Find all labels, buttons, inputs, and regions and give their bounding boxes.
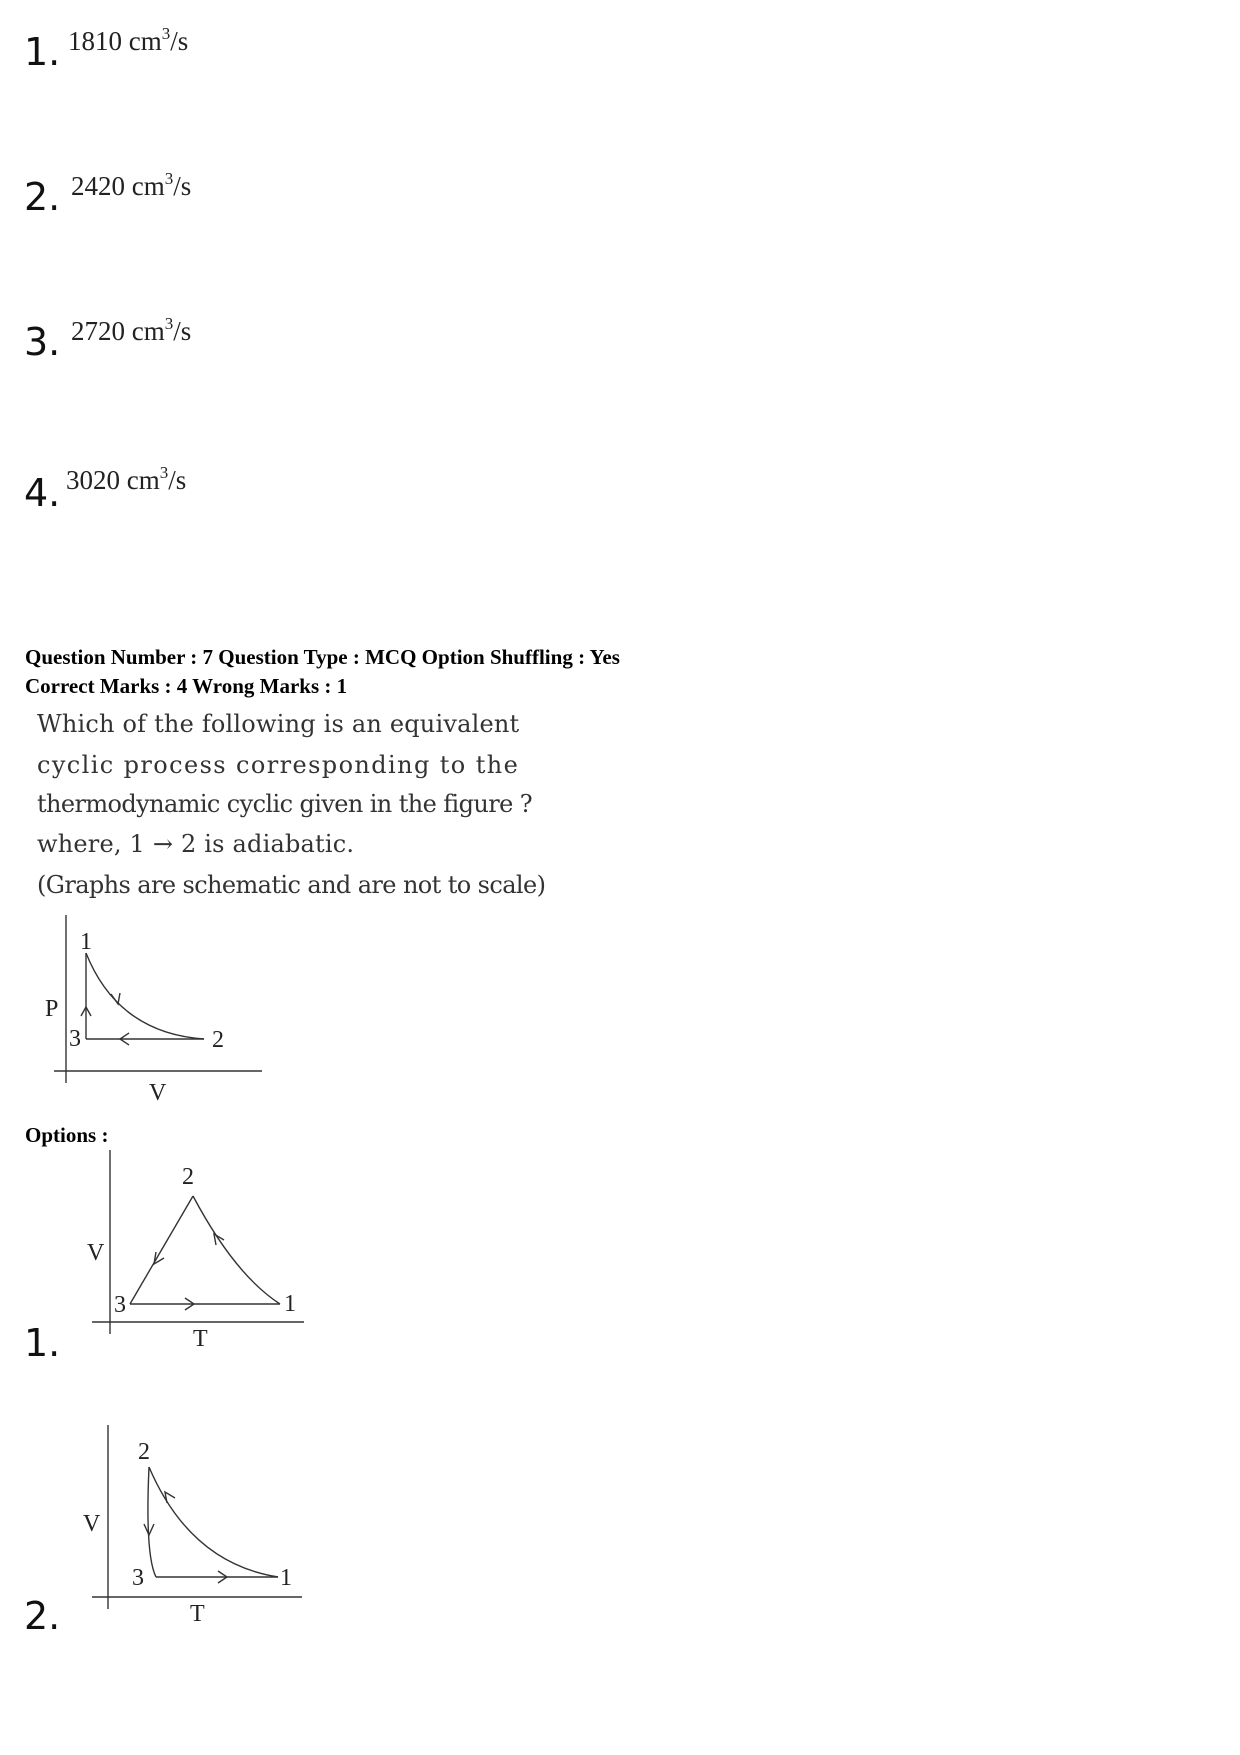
opt2-label-point-3: 3 (132, 1565, 144, 1591)
prev-option-2-value: 2420 $cm^3/s$ (71, 169, 192, 201)
question-line-4: where, 1 → 2 is adiabatic. (37, 830, 355, 858)
option-1-number: 1. (24, 1321, 61, 1365)
question-line-2: cyclic process corresponding to the (37, 751, 520, 779)
prev-option-4-value: 3020 $cm^3/s$ (66, 463, 187, 495)
option-2-vt-diagram (70, 1425, 310, 1625)
prev-option-2-number: 2. (24, 175, 61, 219)
opt2-process-2-3 (148, 1467, 156, 1577)
prev-option-1-number: 1. (24, 30, 61, 74)
pv-label-point-1: 1 (80, 929, 92, 955)
options-label: Options : (25, 1123, 109, 1147)
pv-label-x-axis: V (149, 1080, 167, 1105)
opt1-process-3-2 (130, 1196, 193, 1304)
opt1-process-1-2 (193, 1196, 280, 1304)
opt1-label-y-axis: V (87, 1240, 105, 1266)
pv-process-1-2 (86, 953, 204, 1039)
opt2-process-1-2 (149, 1467, 278, 1577)
option-2-number: 2. (24, 1594, 61, 1638)
question-meta-line-2: Correct Marks : 4 Wrong Marks : 1 (25, 674, 348, 698)
prev-option-3-value: 2720 $cm^3/s$ (71, 314, 192, 346)
prev-option-3-number: 3. (24, 320, 61, 364)
question-meta-line-1: Question Number : 7 Question Type : MCQ Option Shuffling : Yes (25, 645, 620, 669)
opt2-label-y-axis: V (83, 1511, 101, 1537)
opt2-label-point-1: 1 (280, 1565, 292, 1591)
pv-label-y-axis: P (45, 996, 59, 1022)
pv-label-point-2: 2 (212, 1027, 224, 1053)
pv-label-point-3: 3 (69, 1026, 81, 1052)
question-line-3: thermodynamic cyclic given in the figure ? (37, 790, 532, 818)
pv-arrow-down-curve (111, 993, 120, 1004)
opt1-label-point-1: 1 (284, 1291, 296, 1317)
question-line-5: (Graphs are schematic and are not to scale) (37, 871, 546, 899)
prev-option-1-value: 1810 $cm^3/s$ (68, 24, 189, 56)
question-pv-diagram (40, 915, 270, 1105)
question-line-1: Which of the following is an equivalent (37, 710, 520, 738)
prev-option-4-number: 4. (24, 471, 61, 515)
opt1-label-point-3: 3 (114, 1292, 126, 1318)
opt1-label-x-axis: T (193, 1326, 208, 1350)
option-1-vt-diagram (70, 1150, 310, 1350)
opt2-arrow-up-left (165, 1492, 175, 1503)
opt2-label-x-axis: T (190, 1601, 205, 1625)
opt1-label-point-2: 2 (182, 1164, 194, 1190)
opt2-arrow-down (144, 1524, 154, 1535)
opt2-label-point-2: 2 (138, 1439, 150, 1465)
